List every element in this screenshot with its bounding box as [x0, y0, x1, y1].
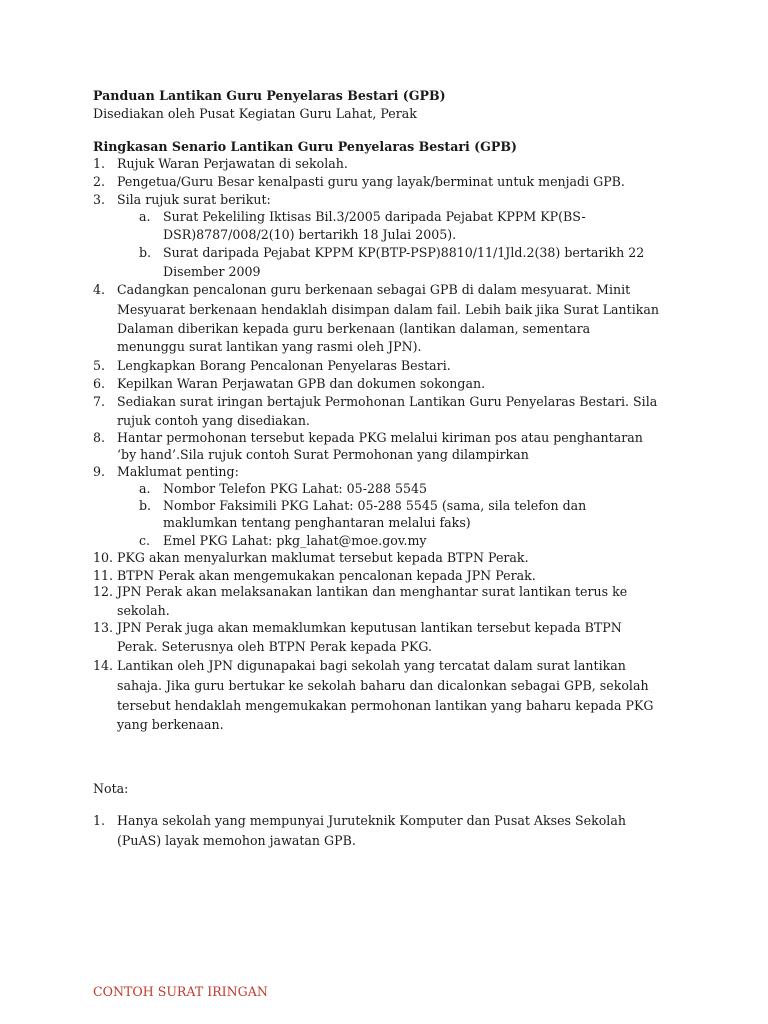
list-item-number: 11. — [93, 568, 114, 583]
list-item-text: tersebut hendaklah mengemukakan permohonan lantikan yang baharu kepada PKG — [117, 698, 654, 713]
sublist-item-letter: a. — [139, 209, 151, 224]
sublist-item-text: maklumkan tentang penghantaran melalui faks) — [163, 515, 471, 530]
list-item-text: PKG akan menyalurkan maklumat tersebut kepada BTPN Perak. — [117, 550, 529, 565]
sublist-item-text: Nombor Telefon PKG Lahat: 05-288 5545 — [163, 481, 428, 496]
list-item-text: menunggu surat lantikan yang rasmi oleh JPN). — [117, 339, 422, 354]
list-item-number: 14. — [93, 658, 114, 673]
list-item-number: 10. — [93, 550, 114, 565]
list-item-text: Sila rujuk surat berikut: — [117, 192, 271, 207]
list-item-text: ‘by hand’.Sila rujuk contoh Surat Permohonan yang dilampirkan — [117, 447, 529, 462]
list-item-text: Sediakan surat iringan bertajuk Permohonan Lantikan Guru Penyelaras Bestari. Sila — [117, 394, 658, 409]
list-item-number: 13. — [93, 620, 114, 635]
list-item-text: Kepilkan Waran Perjawatan GPB dan dokumen sokongan. — [117, 376, 486, 391]
list-item-text: Hantar permohonan tersebut kepada PKG melalui kiriman pos atau penghantaran — [117, 430, 643, 445]
list-item-number: 4. — [93, 282, 106, 297]
list-item-text: Cadangkan pencalonan guru berkenaan sebagai GPB di dalam mesyuarat. Minit — [117, 282, 631, 297]
sublist-item-text: Emel PKG Lahat: pkg_lahat@moe.gov.my — [163, 533, 427, 548]
list-item-number: 2. — [93, 174, 106, 189]
footer-label: CONTOH SURAT IRINGAN — [93, 984, 268, 999]
sublist-item-letter: b. — [139, 498, 152, 513]
note-heading: Nota: — [93, 781, 129, 796]
list-item-text: Maklumat penting: — [117, 464, 239, 479]
sublist-item-text: Nombor Faksimili PKG Lahat: 05-288 5545 (sama, sila telefon dan — [163, 498, 587, 513]
sublist-item-letter: c. — [139, 533, 151, 548]
list-item-text: sahaja. Jika guru bertukar ke sekolah baharu dan dicalonkan sebagai GPB, sekolah — [117, 678, 649, 693]
list-item-number: 12. — [93, 584, 114, 599]
sublist-item-text: Surat daripada Pejabat KPPM KP(BTP-PSP)8810/11/1Jld.2(38) bertarikh 22 — [163, 245, 645, 260]
note-item-text: (PuAS) layak memohon jawatan GPB. — [117, 833, 356, 848]
list-item-text: Mesyuarat berkenaan hendaklah disimpan dalam fail. Lebih baik jika Surat Lantikan — [117, 302, 659, 317]
list-item-text: Lantikan oleh JPN digunapakai bagi sekolah yang tercatat dalam surat lantikan — [117, 658, 626, 673]
list-item-text: BTPN Perak akan mengemukakan pencalonan kepada JPN Perak. — [117, 568, 536, 583]
list-item-number: 7. — [93, 394, 106, 409]
note-item-text: Hanya sekolah yang mempunyai Juruteknik Komputer dan Pusat Akses Sekolah — [117, 813, 626, 828]
list-item-number: 1. — [93, 156, 106, 171]
list-item-text: JPN Perak juga akan memaklumkan keputusan lantikan tersebut kepada BTPN — [117, 620, 622, 635]
sublist-item-letter: b. — [139, 245, 152, 260]
list-item-number: 8. — [93, 430, 106, 445]
list-item-number: 6. — [93, 376, 106, 391]
list-item-text: Perak. Seterusnya oleh BTPN Perak kepada PKG. — [117, 639, 433, 654]
list-item-text: sekolah. — [117, 603, 170, 618]
sublist-item-text: Disember 2009 — [163, 264, 261, 279]
sublist-item-text: Surat Pekeliling Iktisas Bil.3/2005 daripada Pejabat KPPM KP(BS- — [163, 209, 586, 224]
list-item-number: 5. — [93, 358, 106, 373]
summary-heading: Ringkasan Senario Lantikan Guru Penyelaras Bestari (GPB) — [93, 139, 517, 154]
list-item-text: JPN Perak akan melaksanakan lantikan dan menghantar surat lantikan terus ke — [117, 584, 628, 599]
list-item-number: 3. — [93, 192, 106, 207]
note-item-number: 1. — [93, 813, 106, 828]
sublist-item-letter: a. — [139, 481, 151, 496]
list-item-text: Lengkapkan Borang Pencalonan Penyelaras Bestari. — [117, 358, 451, 373]
document-title: Panduan Lantikan Guru Penyelaras Bestari (GPB) — [93, 88, 446, 103]
sublist-item-text: DSR)8787/008/2(10) bertarikh 18 Julai 2005). — [163, 227, 457, 242]
list-item-text: Rujuk Waran Perjawatan di sekolah. — [117, 156, 348, 171]
list-item-text: Dalaman diberikan kepada guru berkenaan (lantikan dalaman, sementara — [117, 321, 591, 336]
list-item-text: yang berkenaan. — [117, 717, 224, 732]
list-item-text: rujuk contoh yang disediakan. — [117, 413, 310, 428]
list-item-number: 9. — [93, 464, 106, 479]
list-item-text: Pengetua/Guru Besar kenalpasti guru yang layak/berminat untuk menjadi GPB. — [117, 174, 625, 189]
document-subtitle: Disediakan oleh Pusat Kegiatan Guru Lahat, Perak — [93, 106, 417, 121]
